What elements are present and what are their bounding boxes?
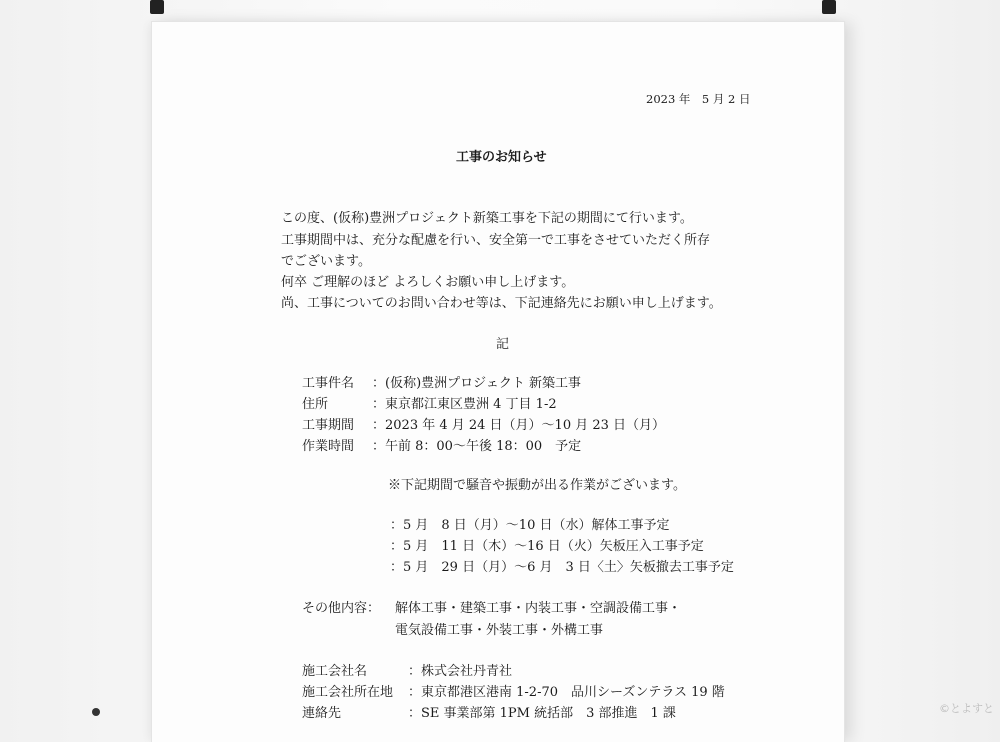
notice-date: 2023 年 5 月 2 日 [646, 92, 751, 106]
tape-right [822, 0, 836, 14]
intro-line: この度、(仮称)豊洲プロジェクト新築工事を下記の期間にて行います。 [281, 211, 693, 226]
tape-left [150, 0, 164, 14]
company-value: ：東京都港区港南 1-2-70 品川シーズンテラス 19 階 [408, 685, 725, 700]
detail-value: ：午前 8：00～午後 18：00 予定 [372, 439, 582, 454]
noise-note: ※下記期間で騒音や振動が出る作業がございます。 [388, 478, 686, 493]
intro-line: でございます。 [281, 254, 371, 269]
schedule-item: ：5 月 29 日（月）～6 月 3 日〈土〉矢板撤去工事予定 [390, 560, 734, 575]
detail-label: 住所 [302, 397, 329, 412]
detail-label: 工事期間 [302, 418, 355, 433]
detail-value: ：2023 年 4 月 24 日（月）～10 月 23 日（月） [372, 418, 666, 433]
company-label: 施工会社名 [302, 664, 368, 679]
intro-line: 尚、工事についてのお問い合わせ等は、下記連絡先にお願い申し上げます。 [281, 296, 722, 311]
detail-label: 工事件名 [302, 376, 355, 391]
intro-line: 何卒 ご理解のほど よろしくお願い申し上げます。 [281, 275, 575, 290]
watermark: ©とよすと [939, 702, 994, 715]
detail-value: ：東京都江東区豊洲 4 丁目 1-2 [372, 397, 557, 412]
wall-mark [92, 708, 100, 716]
ki-heading: 記 [496, 337, 510, 352]
other-line: 解体工事・建築工事・内装工事・空調設備工事・ [395, 601, 682, 616]
detail-label: 作業時間 [302, 439, 355, 454]
detail-value: ：(仮称)豊洲プロジェクト 新築工事 [372, 376, 582, 391]
notice-title: 工事のお知らせ [456, 150, 547, 165]
other-label: その他内容： [302, 601, 381, 616]
other-line: 電気設備工事・外装工事・外構工事 [395, 623, 604, 638]
schedule-item: ：5 月 8 日（月）～10 日（水）解体工事予定 [390, 518, 670, 533]
schedule-item: ：5 月 11 日（木）～16 日（火）矢板圧入工事予定 [390, 539, 704, 554]
company-value: ：SE 事業部第 1PM 統括部 3 部推進 1 課 [408, 706, 676, 721]
company-label: 施工会社所在地 [302, 685, 394, 700]
company-label: 連絡先 [302, 706, 342, 721]
intro-line: 工事期間中は、充分な配慮を行い、安全第一で工事をさせていただく所存 [281, 233, 711, 248]
company-value: ：株式会社丹青社 [408, 664, 513, 679]
